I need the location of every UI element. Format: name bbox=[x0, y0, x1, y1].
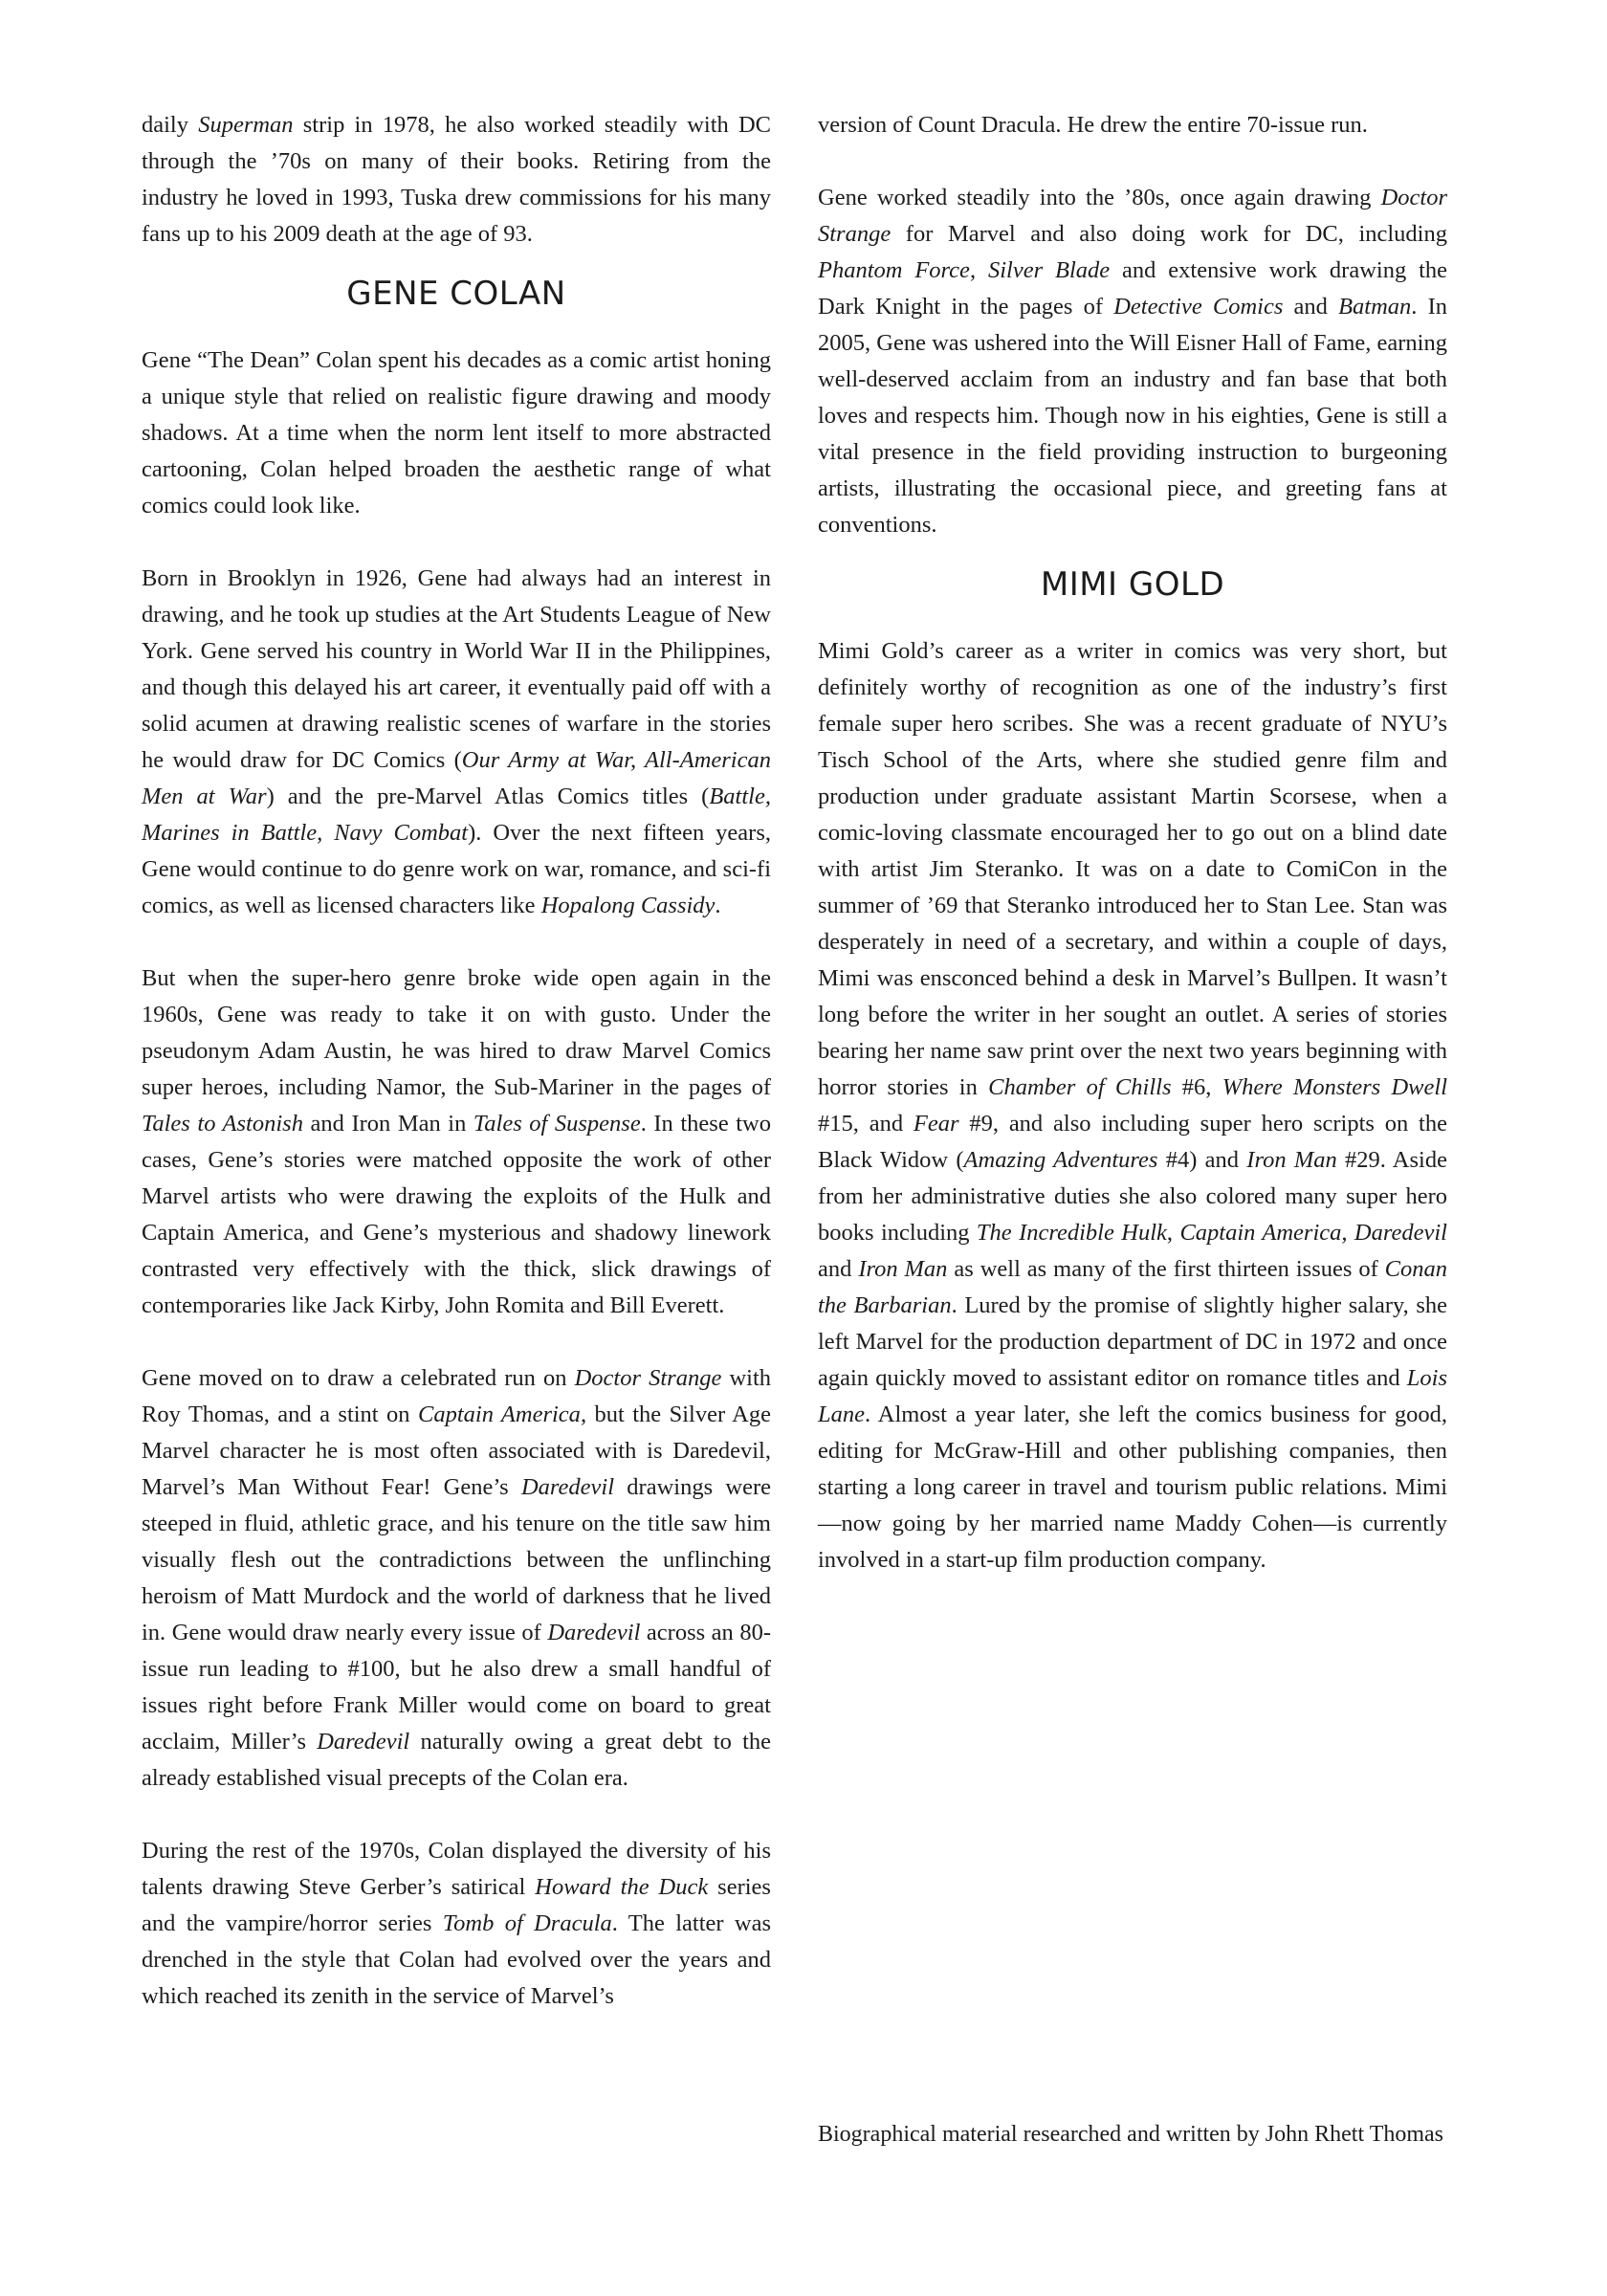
italic-title: Howard the Duck bbox=[535, 1874, 709, 1900]
italic-title: Daredevil bbox=[520, 1474, 615, 1500]
italic-title: Doctor Strange bbox=[574, 1365, 722, 1391]
mimi-gold-paragraph: Mimi Gold’s career as a writer in comics was very short, but definitely worthy of recognition as one of the industry’s first female super hero scribes. She was a recent graduate of NYU’s Tisch School of the Arts, where she studied genre film and production under graduate assistant Martin Scorsese, when a comic-loving classmate encouraged her to go out on a blind date with artist Jim Steranko. It was on a date to ComiCon in the summer of ’69 that Steranko introduced her to Stan Lee. Stan was desperately in need of a secretary, and within a couple of days, Mimi was ensconced behind a desk in Marvel’s Bullpen. It wasn’t long before the writer in her sought an outlet. A series of stories bearing her name saw print over the next two years beginning with horror stories in Chamber of Chills #6, Where Monsters Dwell #15, and Fear #9, and also including super hero scripts on the Black Widow (Amazing Adventures #4) and Iron Man #29. Aside from her administrative duties she also colored many super hero books including The Incredible Hulk, Captain America, Daredevil and Iron Man as well as many of the first thirteen issues of Conan the Barbarian. Lured by the promise of slightly higher salary, she left Marvel for the production department of DC in 1972 and once again quickly moved to assistant editor on romance titles and Lois Lane. Almost a year later, she left the comics business for good, editing for McGraw-Hill and other publishing companies, then starting a long career in travel and tourism public relations. Mimi—now going by her married name Maddy Cohen—is currently involved in a start-up film production company. bbox=[818, 638, 1448, 1573]
gene-colan-paragraph-4: Gene moved on to draw a celebrated run on Doctor Strange with Roy Thomas, and a stint on Captain America, but the Silver Age Marvel character he is most often associated with is Daredevil, Marvel’s Man Without Fear! Gene’s Daredevil drawings were steeped in fluid, athletic grace, and his tenure on the title saw him visually flesh out the contradictions between the unflinching heroism of Matt Murdock and the world of darkness that he lived in. Gene would draw nearly every issue of Daredevil across an 80-issue run leading to #100, but he also drew a small handful of issues right before Frank Miller would come on board to great acclaim, Miller’s Daredevil naturally owing a great debt to the already established visual precepts of the Colan era. bbox=[142, 1365, 772, 1791]
gene-colan-heading: GENE COLAN bbox=[346, 275, 566, 313]
italic-title: Fear bbox=[913, 1111, 959, 1137]
italic-title: Tales of Suspense bbox=[473, 1111, 641, 1137]
italic-title: Captain America, Daredevil bbox=[1179, 1220, 1447, 1246]
italic-title: Battle, Marines in Battle, Navy Combat bbox=[142, 784, 771, 846]
gene-colan-paragraph-5: During the rest of the 1970s, Colan displayed the diversity of his talents drawing Steve Gerber’s satirical Howard the Duck series and the vampire/horror series Tomb of Dracula. The latter was drenched in the style that Colan had evolved over the years and which reached its zenith in the service of Marvel’s bbox=[142, 1838, 771, 2009]
author-credit: Biographical material researched and written by John Rhett Thomas bbox=[818, 2122, 1444, 2147]
italic-title: Tomb of Dracula bbox=[442, 1910, 612, 1936]
italic-title: Conan the Barbarian bbox=[818, 1256, 1447, 1318]
italic-title: Hopalong Cassidy bbox=[540, 893, 715, 918]
italic-title: Batman bbox=[1338, 294, 1412, 320]
gene-colan-paragraph-1: Gene “The Dean” Colan spent his decades as a comic artist honing a unique style that relied on realistic figure drawing and moody shadows. At a time when the norm lent itself to more abstracted cartooning, Colan helped broaden the aesthetic range of what comics could look like. bbox=[142, 347, 771, 519]
italic-title: Iron Man bbox=[1246, 1147, 1337, 1173]
italic-title: Our Army at War, All-American Men at War bbox=[142, 747, 771, 809]
italic-title: Silver Blade bbox=[987, 257, 1111, 283]
italic-title: Daredevil bbox=[317, 1729, 410, 1755]
italic-title: Captain America bbox=[417, 1402, 581, 1427]
gene-colan-continued-paragraph-2: Gene worked steadily into the ’80s, once again drawing Doctor Strange for Marvel and also doing work for DC, including Phantom Force, Silver Blade and extensive work drawing the Dark Knight in the pages of Detective Comics and Batman. In 2005, Gene was ushered into the Will Eisner Hall of Fame, earning well-deserved acclaim from an industry and fan base that both loves and respects him. Though now in his eighties, Gene is still a vital presence in the field providing instruction to burgeoning artists, illustrating the occasional piece, and greeting fans at conventions. bbox=[818, 185, 1448, 538]
italic-title: Phantom Force bbox=[818, 257, 970, 283]
italic-title: The Incredible Hulk bbox=[976, 1220, 1167, 1246]
italic-title: Superman bbox=[198, 112, 294, 138]
italic-title: Tales to Astonish bbox=[142, 1111, 303, 1137]
italic-title: Doctor Strange bbox=[818, 185, 1447, 247]
italic-title: Lois Lane bbox=[818, 1365, 1447, 1427]
italic-title: Detective Comics bbox=[1113, 294, 1284, 320]
tuska-bio-end-paragraph: daily Superman strip in 1978, he also worked steadily with DC through the ’70s on many of their books. Retiring from the industry he loved in 1993, Tuska drew commissions for his many fans up to his 2009 death at the age of 93. bbox=[142, 112, 771, 247]
italic-title: Amazing Adventures bbox=[963, 1147, 1158, 1173]
italic-title: Where Monsters Dwell bbox=[1222, 1074, 1448, 1100]
italic-title: Chamber of Chills bbox=[988, 1074, 1172, 1100]
italic-title: Iron Man bbox=[858, 1256, 948, 1282]
gene-colan-paragraph-3: But when the super-hero genre broke wide open again in the 1960s, Gene was ready to take it on with gusto. Under the pseudonym Adam Austin, he was hired to draw Marvel Comics super heroes, including Namor, the Sub-Mariner in the pages of Tales to Astonish and Iron Man in Tales of Suspense. In these two cases, Gene’s stories were matched opposite the work of other Marvel artists who were drawing the exploits of the Hulk and Captain America, and Gene’s mysterious and shadowy linework contrasted very effectively with the thick, slick drawings of contemporaries like Jack Kirby, John Romita and Bill Everett. bbox=[142, 965, 771, 1318]
gene-colan-paragraph-2: Born in Brooklyn in 1926, Gene had always had an interest in drawing, and he took up studies at the Art Students League of New York. Gene served his country in World War II in the Philippines, and though this delayed his art career, it eventually paid off with a solid acumen at drawing realistic scenes of warfare in the stories he would draw for DC Comics (Our Army at War, All-American Men at War) and the pre-Marvel Atlas Comics titles (Battle, Marines in Battle, Navy Combat). Over the next fifteen years, Gene would continue to do genre work on war, romance, and sci-fi comics, as well as licensed characters like Hopalong Cassidy. bbox=[142, 565, 771, 918]
italic-title: Daredevil bbox=[547, 1620, 641, 1645]
right-column bbox=[818, 107, 1447, 1578]
mimi-gold-heading: MIMI GOLD bbox=[1040, 565, 1225, 604]
gene-colan-continued-paragraph-1: version of Count Dracula. He drew the entire 70-issue run. bbox=[818, 112, 1368, 138]
left-column bbox=[142, 107, 771, 2015]
